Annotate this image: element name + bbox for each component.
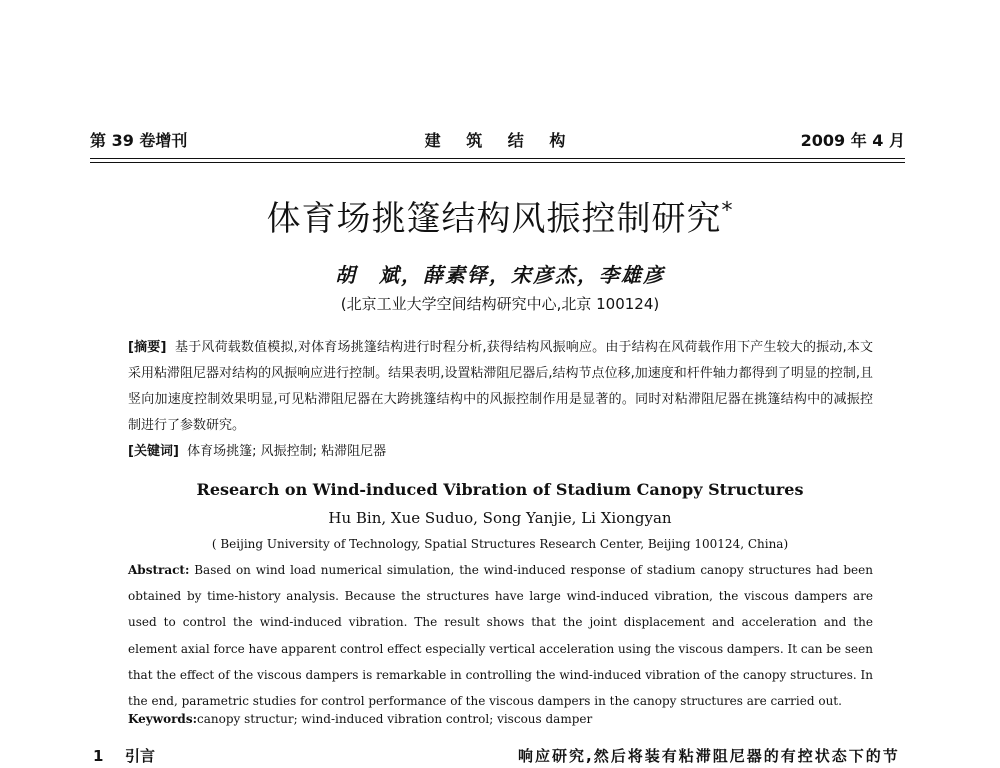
publication-date: 2009 年 4 月 xyxy=(800,131,905,150)
journal-name: 建 筑 结 构 xyxy=(424,131,576,150)
section-title: 引言 xyxy=(125,747,156,765)
abstract-en xyxy=(128,557,873,714)
authors-cn: 胡 斌，薛素铎，宋彦杰，李雄彦 xyxy=(335,263,665,287)
title-text: 体育场挑篷结构风振控制研究 xyxy=(266,199,722,239)
abstract-en-label: Abstract: xyxy=(128,563,190,577)
paper-title-cn xyxy=(0,197,1000,241)
keywords-cn-label: [关键词] xyxy=(128,444,179,459)
abstract-cn-label: [摘要] xyxy=(128,340,167,355)
keywords-en-text: canopy structur; wind-induced vibration control; viscous damper xyxy=(197,712,593,726)
affiliation-en: ( Beijing University of Technology, Spatial Structures Research Center, Beijing 100124, China) xyxy=(211,537,789,551)
title-footnote-mark: * xyxy=(721,198,734,224)
affiliation-cn: (北京工业大学空间结构研究中心,北京 100124) xyxy=(340,295,660,313)
section-number: 1 xyxy=(93,747,104,765)
header-rule-thick xyxy=(90,158,905,159)
paper-title-en: Research on Wind-induced Vibration of Stadium Canopy Structures xyxy=(196,480,804,499)
header-rule-thin xyxy=(90,162,905,163)
keywords-cn-text: 体育场挑篷; 风振控制; 粘滞阻尼器 xyxy=(187,444,387,459)
keywords-en-label: Keywords: xyxy=(128,712,198,726)
abstract-en-text: Based on wind load numerical simulation, the wind-induced response of stadium canopy structures had been obtained by time-history analysis. Because the structures have large wind-induced vibration, the viscous dampers are used to control the wind-induced vibration. The result shows that the joint displacement and acceleration and the element axial force have apparent control effect especially vertical acceleration using the viscous dampers. It can be seen that the effect of the viscous dampers is remarkable in controlling the wind-induced vibration of the canopy structures. In the end, parametric studies for control performance of the viscous dampers in the canopy structures are carried out. xyxy=(128,563,873,709)
keywords-en xyxy=(128,707,873,731)
abstract-cn xyxy=(128,335,873,439)
body-text-right-column: 响应研究,然后将装有粘滞阻尼器的有控状态下的节 xyxy=(518,747,900,765)
keywords-cn xyxy=(128,439,873,465)
abstract-cn-text: 基于风荷载数值模拟,对体育场挑篷结构进行时程分析,获得结构风振响应。由于结构在风荷载作用下产生较大的振动,本文采用粘滞阻尼器对结构的风振响应进行控制。结果表明,设置粘滞阻尼器后,结构节点位移,加速度和杆件轴力都得到了明显的控制,且竖向加速度控制效果明显,可见粘滞阻尼器在大跨挑篷结构中的风振控制作用是显著的。同时对粘滞阻尼器在挑篷结构中的减振控制进行了参数研究。 xyxy=(128,340,873,433)
journal-issue: 第 39 卷增刊 xyxy=(90,131,188,150)
authors-en: Hu Bin, Xue Suduo, Song Yanjie, Li Xiongyan xyxy=(328,509,672,527)
